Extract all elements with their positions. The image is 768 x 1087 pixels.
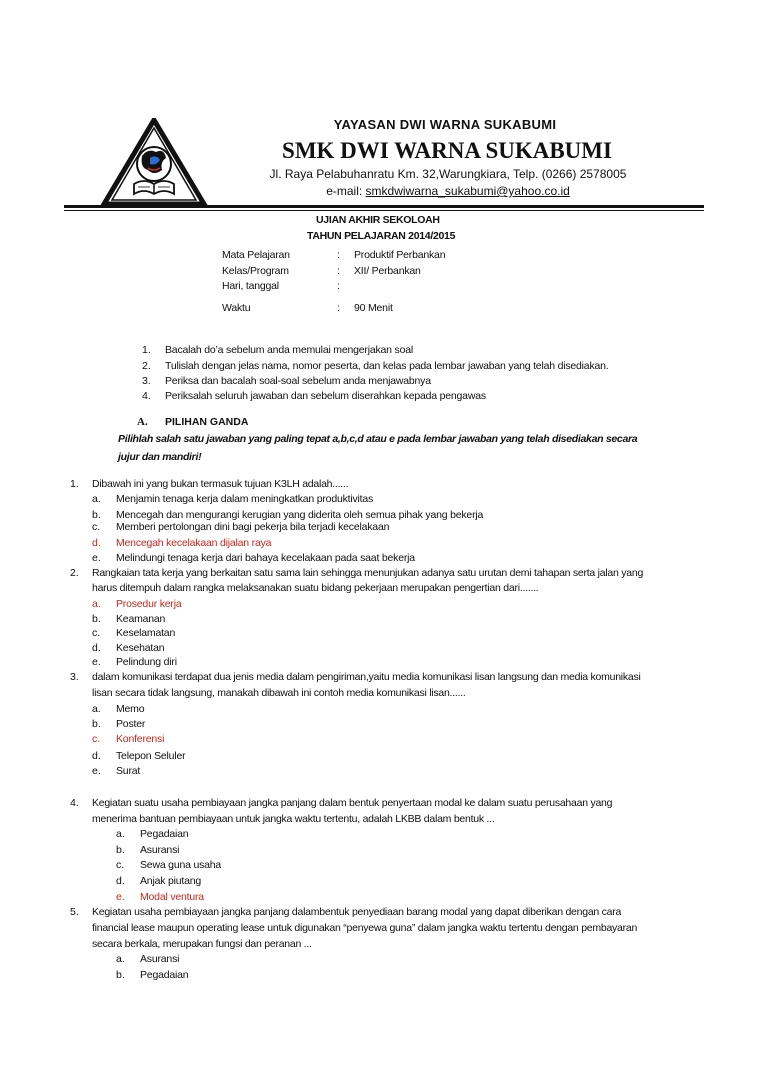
option-letter: a. <box>116 828 125 840</box>
info-colon: : <box>337 302 340 314</box>
option-letter: d. <box>92 750 101 762</box>
option-letter: c. <box>92 627 101 639</box>
info-label-date: Hari, tanggal <box>222 280 279 292</box>
option-letter-answer: a. <box>92 598 101 610</box>
question-text: Kegiatan usaha pembiayaan jangka panjang dalambentuk penyediaan barang modal yang dapat diberikan dengan cara <box>92 906 622 918</box>
info-value-time: 90 Menit <box>354 302 393 314</box>
question-text: financial lease maupun operating lease untuk digunakan “penyewa guna” dalam jangka waktu tertentu dengan pembayaran <box>92 922 638 934</box>
question-text: menerima bantuan pembiayaan untuk jangka waktu tertentu, adalah LKBB dalam bentuk ... <box>92 813 495 825</box>
option-text: Mencegah dan mengurangi kerugian yang diderita oleh semua pihak yang bekerja <box>116 509 484 521</box>
question-number: 2. <box>70 567 79 579</box>
option-text: Poster <box>116 718 146 730</box>
instruction-number: 2. <box>142 360 151 372</box>
header-divider-thick <box>64 205 704 208</box>
school-name: SMK DWI WARNA SUKABUMI <box>282 138 612 163</box>
question-text: lisan secara tidak langsung, manakah dibawah ini contoh media komunikasi lisan...... <box>92 687 466 699</box>
option-letter: c. <box>116 859 125 871</box>
instruction-text: Tulislah dengan jelas nama, nomor peserta, dan kelas pada lembar jawaban yang telah disediakan. <box>165 360 609 372</box>
section-letter: A. <box>137 416 148 428</box>
question-text: harus ditempuh dalam rangka melaksanakan suatu bidang pekerjaan merupakan pengertian dari....... <box>92 582 539 594</box>
instruction-number: 4. <box>142 390 151 402</box>
instruction-number: 3. <box>142 375 151 387</box>
option-letter: c. <box>92 521 101 533</box>
school-email-line <box>246 184 650 198</box>
option-letter: e. <box>92 765 101 777</box>
foundation-name: YAYASAN DWI WARNA SUKABUMI <box>333 117 557 132</box>
question-number: 3. <box>70 671 79 683</box>
question-text: dalam komunikasi terdapat dua jenis media dalam pengiriman,yaitu media komunikasi lisan langsung dan media komunikasi <box>92 671 641 683</box>
exam-title: UJIAN AKHIR SEKOLOAH <box>316 214 440 226</box>
option-letter: b. <box>92 613 101 625</box>
option-text: Anjak piutang <box>140 875 202 887</box>
option-letter-answer: e. <box>116 891 125 903</box>
option-letter: a. <box>92 703 101 715</box>
option-text-answer: Konferensi <box>116 733 165 745</box>
option-text: Memberi pertolongan dini bagi pekerja bila terjadi kecelakaan <box>116 521 390 533</box>
option-text-answer: Prosedur kerja <box>116 598 182 610</box>
option-text: Menjamin tenaga kerja dalam meningkatkan produktivitas <box>116 493 374 505</box>
option-letter: b. <box>116 969 125 981</box>
option-text: Kesehatan <box>116 642 165 654</box>
email-label: e-mail: <box>326 184 366 198</box>
info-value-class: XII/ Perbankan <box>354 265 421 277</box>
option-letter: a. <box>92 493 101 505</box>
question-text: Kegiatan suatu usaha pembiayaan jangka panjang dalam bentuk penyertaan modal ke dalam suatu perusahaan yang <box>92 797 613 809</box>
instruction-text: Periksalah seluruh jawaban dan sebelum diserahkan kepada pengawas <box>165 390 486 402</box>
section-note: jujur dan mandiri! <box>118 451 202 463</box>
option-letter: a. <box>116 953 125 965</box>
info-colon: : <box>337 249 340 261</box>
option-text: Surat <box>116 765 141 777</box>
option-text: Pelindung diri <box>116 656 177 668</box>
option-letter: e. <box>92 552 101 564</box>
option-text: Keselamatan <box>116 627 176 639</box>
school-address: Jl. Raya Pelabuhanratu Km. 32,Warungkiara, Telp. (0266) 2578005 <box>269 167 627 181</box>
section-title: PILIHAN GANDA <box>165 416 249 428</box>
question-number: 5. <box>70 906 79 918</box>
option-text-answer: Mencegah kecelakaan dijalan raya <box>116 537 272 549</box>
question-text: Dibawah ini yang bukan termasuk tujuan K3LH adalah...... <box>92 478 349 490</box>
question-number: 1. <box>70 478 79 490</box>
option-text: Asuransi <box>140 844 180 856</box>
option-letter: d. <box>92 642 101 654</box>
instruction-number: 1. <box>142 344 151 356</box>
option-letter: b. <box>92 509 101 521</box>
option-text: Asuransi <box>140 953 180 965</box>
option-text: Pegadaian <box>140 969 189 981</box>
question-number: 4. <box>70 797 79 809</box>
question-text: secara berkala, merupakan fungsi dan peranan ... <box>92 938 312 950</box>
instruction-text: Bacalah do’a sebelum anda memulai mengerjakan soal <box>165 344 413 356</box>
option-letter: b. <box>116 844 125 856</box>
info-colon: : <box>337 265 340 277</box>
info-label-subject: Mata Pelajaran <box>222 249 290 261</box>
option-letter: b. <box>92 718 101 730</box>
section-note: Pilihlah salah satu jawaban yang paling tepat a,b,c,d atau e pada lembar jawaban yang telah disediakan secara <box>118 433 638 445</box>
option-text: Keamanan <box>116 613 166 625</box>
header-divider-thin <box>64 210 704 211</box>
option-text: Pegadaian <box>140 828 189 840</box>
question-text: Rangkaian tata kerja yang berkaitan satu sama lain sehingga menunjukan adanya satu urutan demi tahapan serta jalan yang <box>92 567 644 579</box>
instruction-text: Periksa dan bacalah soal-soal sebelum anda menjawabnya <box>165 375 431 387</box>
option-text: Memo <box>116 703 145 715</box>
option-text: Sewa guna usaha <box>140 859 222 871</box>
option-letter-answer: c. <box>92 733 101 745</box>
option-letter: e. <box>92 656 101 668</box>
option-letter: d. <box>116 875 125 887</box>
info-colon: : <box>337 280 340 292</box>
school-logo-icon <box>100 118 208 210</box>
option-text: Telepon Seluler <box>116 750 186 762</box>
option-text: Melindungi tenaga kerja dari bahaya kecelakaan pada saat bekerja <box>116 552 415 564</box>
email-link[interactable]: smkdwiwarna_sukabumi@yahoo.co.id <box>365 184 570 198</box>
option-text-answer: Modal ventura <box>140 891 204 903</box>
info-value-subject: Produktif Perbankan <box>354 249 446 261</box>
option-letter-answer: d. <box>92 537 101 549</box>
info-label-time: Waktu <box>222 302 251 314</box>
info-label-class: Kelas/Program <box>222 265 289 277</box>
exam-year: TAHUN PELAJARAN 2014/2015 <box>307 230 456 242</box>
